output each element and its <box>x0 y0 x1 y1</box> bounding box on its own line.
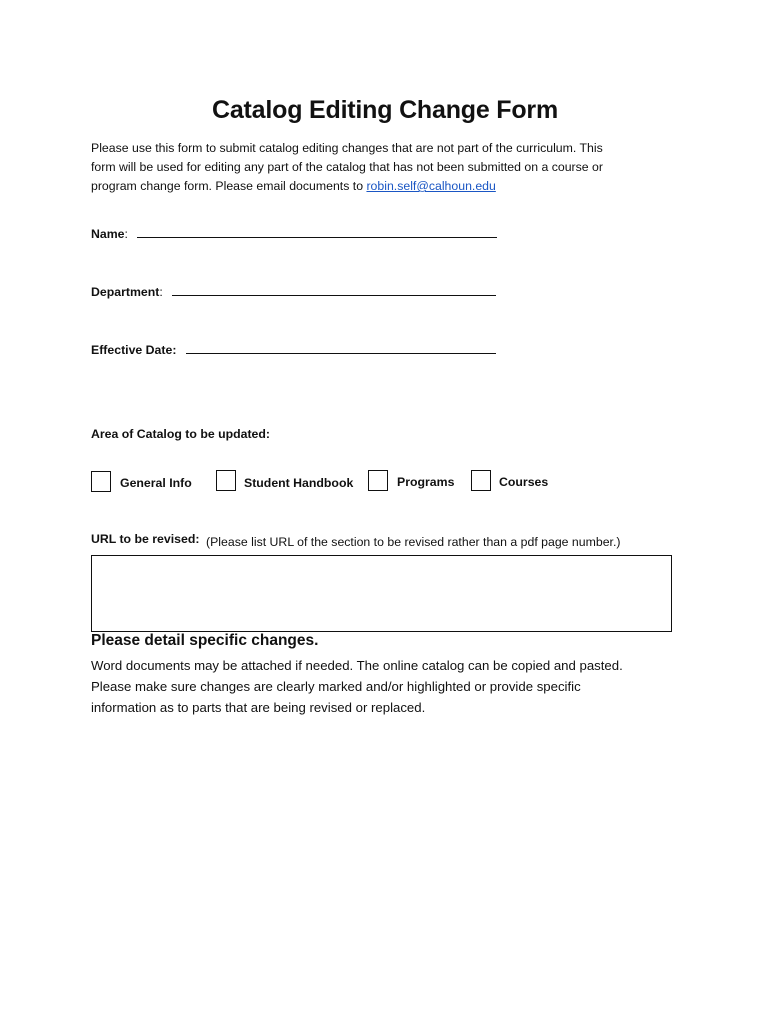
url-label: URL to be revised: <box>91 532 200 546</box>
effective-date-label: Effective Date: <box>91 343 177 357</box>
details-line-1: Word documents may be attached if needed. The online catalog can be copied and pasted. <box>91 658 623 673</box>
checkbox-courses[interactable] <box>471 470 491 491</box>
page-title: Catalog Editing Change Form <box>212 96 558 124</box>
checkbox-programs[interactable] <box>368 470 388 491</box>
department-input-line[interactable] <box>172 285 496 296</box>
name-label: Name <box>91 227 125 241</box>
intro-paragraph <box>91 139 691 196</box>
intro-line-3-text: program change form. Please email documents to <box>91 179 367 193</box>
area-heading: Area of Catalog to be updated: <box>91 427 270 441</box>
effective-date-field <box>91 343 496 357</box>
email-link[interactable]: robin.self@calhoun.edu <box>366 179 496 193</box>
checkbox-label-programs: Programs <box>397 475 455 489</box>
url-note: (Please list URL of the section to be revised rather than a pdf page number.) <box>206 535 621 549</box>
checkbox-label-courses: Courses <box>499 475 549 489</box>
checkbox-label-student-handbook: Student Handbook <box>244 476 354 490</box>
department-field <box>91 285 496 299</box>
checkbox-label-general-info: General Info <box>120 476 192 490</box>
name-colon: : <box>124 227 128 241</box>
details-line-2: Please make sure changes are clearly marked and/or highlighted or provide specific <box>91 679 581 694</box>
name-field <box>91 227 497 241</box>
area-checkbox-group <box>0 469 770 499</box>
details-line-3: information as to parts that are being revised or replaced. <box>91 700 426 715</box>
name-input-line[interactable] <box>137 227 497 238</box>
intro-line-1: Please use this form to submit catalog editing changes that are not part of the curriculum. This <box>91 141 603 155</box>
checkbox-general-info[interactable] <box>91 471 111 492</box>
intro-line-3 <box>91 177 691 196</box>
details-paragraph <box>91 655 691 718</box>
url-input-box[interactable] <box>91 555 672 632</box>
effective-date-input-line[interactable] <box>186 343 496 354</box>
department-label: Department <box>91 285 160 299</box>
details-heading: Please detail specific changes. <box>91 632 319 649</box>
checkbox-student-handbook[interactable] <box>216 470 236 491</box>
intro-line-2: form will be used for editing any part of the catalog that has not been submitted on a course or <box>91 160 603 174</box>
department-colon: : <box>159 285 163 299</box>
